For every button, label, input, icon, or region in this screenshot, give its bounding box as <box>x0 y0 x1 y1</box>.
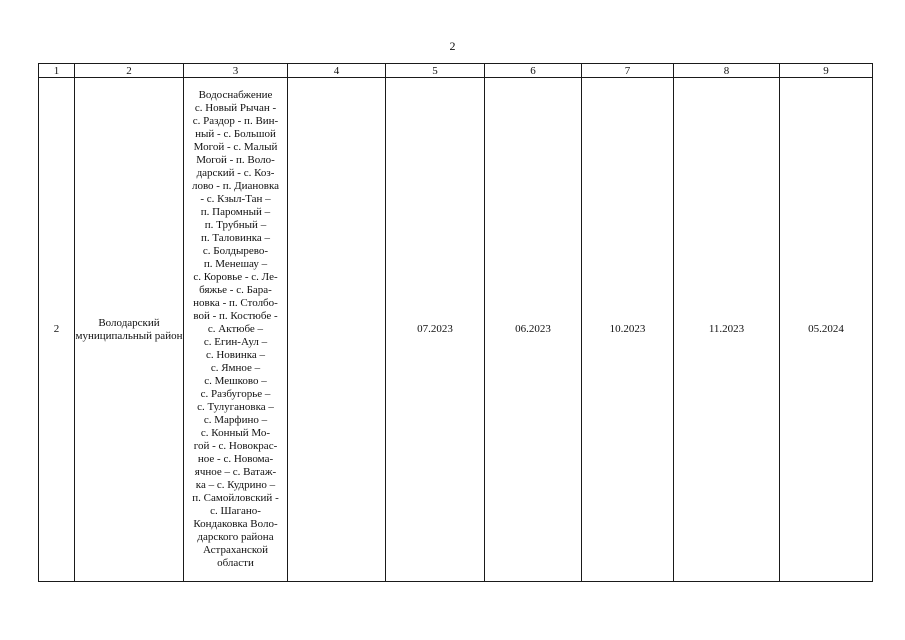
col9-date-cell: 05.2024 <box>780 78 873 582</box>
description-line: ка – с. Кудрино – <box>195 479 276 491</box>
description-line: п. Трубный – <box>204 219 267 231</box>
description-line: гой - с. Новокрас- <box>193 440 278 452</box>
description-line: с. Раздор - п. Вин- <box>192 115 279 127</box>
description-line: п. Самойловский - <box>192 492 279 504</box>
header-col-3: 3 <box>184 64 288 78</box>
description-line: ный - с. Большой <box>195 128 276 140</box>
col5-date-cell: 07.2023 <box>386 78 485 582</box>
municipality-cell: Володарский муниципальный район <box>75 78 184 582</box>
description-line: Могой - п. Воло- <box>196 154 275 166</box>
description-line: вой - п. Костюбе - <box>193 310 278 322</box>
description-line: - с. Кзыл-Тан – <box>200 193 271 205</box>
col6-date-cell: 06.2023 <box>485 78 582 582</box>
header-col-1: 1 <box>39 64 75 78</box>
header-col-8: 8 <box>674 64 780 78</box>
col8-date-cell: 11.2023 <box>674 78 780 582</box>
header-row <box>39 64 873 78</box>
description-line: новка - п. Столбо- <box>193 297 278 309</box>
description-line: бяжье - с. Бара- <box>199 284 272 296</box>
description-line: Кондаковка Воло- <box>193 518 278 530</box>
description-line: п. Паромный – <box>200 206 271 218</box>
description-line: с. Разбугорье – <box>200 388 271 400</box>
description-text <box>184 89 287 570</box>
description-line: п. Менешау – <box>203 258 268 270</box>
col7-date-cell: 10.2023 <box>582 78 674 582</box>
description-line: с. Конный Мо- <box>200 427 271 439</box>
description-cell <box>184 78 288 582</box>
description-line: с. Егин-Аул – <box>203 336 268 348</box>
page-number: 2 <box>449 39 456 53</box>
description-line: с. Марфино – <box>203 414 268 426</box>
description-line: Водоснабжение <box>198 89 273 101</box>
description-line: дарский - с. Коз- <box>196 167 275 179</box>
description-line: с. Новый Рычан - <box>194 102 277 114</box>
description-line: с. Новинка – <box>205 349 266 361</box>
description-line: ное - с. Новома- <box>197 453 274 465</box>
description-line: с. Коровье - с. Ле- <box>193 271 278 283</box>
description-line: Могой - с. Малый <box>193 141 278 153</box>
row-number-cell: 2 <box>39 78 75 582</box>
description-line: дарского района <box>197 531 274 543</box>
col4-cell <box>288 78 386 582</box>
description-line: с. Болдырево- <box>202 245 269 257</box>
description-line: области <box>217 557 254 569</box>
schedule-table <box>38 63 873 582</box>
description-line: с. Тулугановка – <box>197 401 274 413</box>
description-line: с. Мешково – <box>204 375 267 387</box>
header-col-6: 6 <box>485 64 582 78</box>
description-line: с. Ямное – <box>210 362 261 374</box>
description-line: п. Таловинка – <box>200 232 271 244</box>
description-line: Астраханской <box>202 544 269 556</box>
header-col-4: 4 <box>288 64 386 78</box>
table-row <box>39 78 873 582</box>
header-col-2: 2 <box>75 64 184 78</box>
description-line: с. Шагано- <box>210 505 261 517</box>
description-line: лово - п. Диановка <box>191 180 280 192</box>
header-col-5: 5 <box>386 64 485 78</box>
header-col-9: 9 <box>780 64 873 78</box>
description-line: ячное – с. Ватаж- <box>194 466 277 478</box>
description-line: с. Актюбе – <box>207 323 264 335</box>
header-col-7: 7 <box>582 64 674 78</box>
